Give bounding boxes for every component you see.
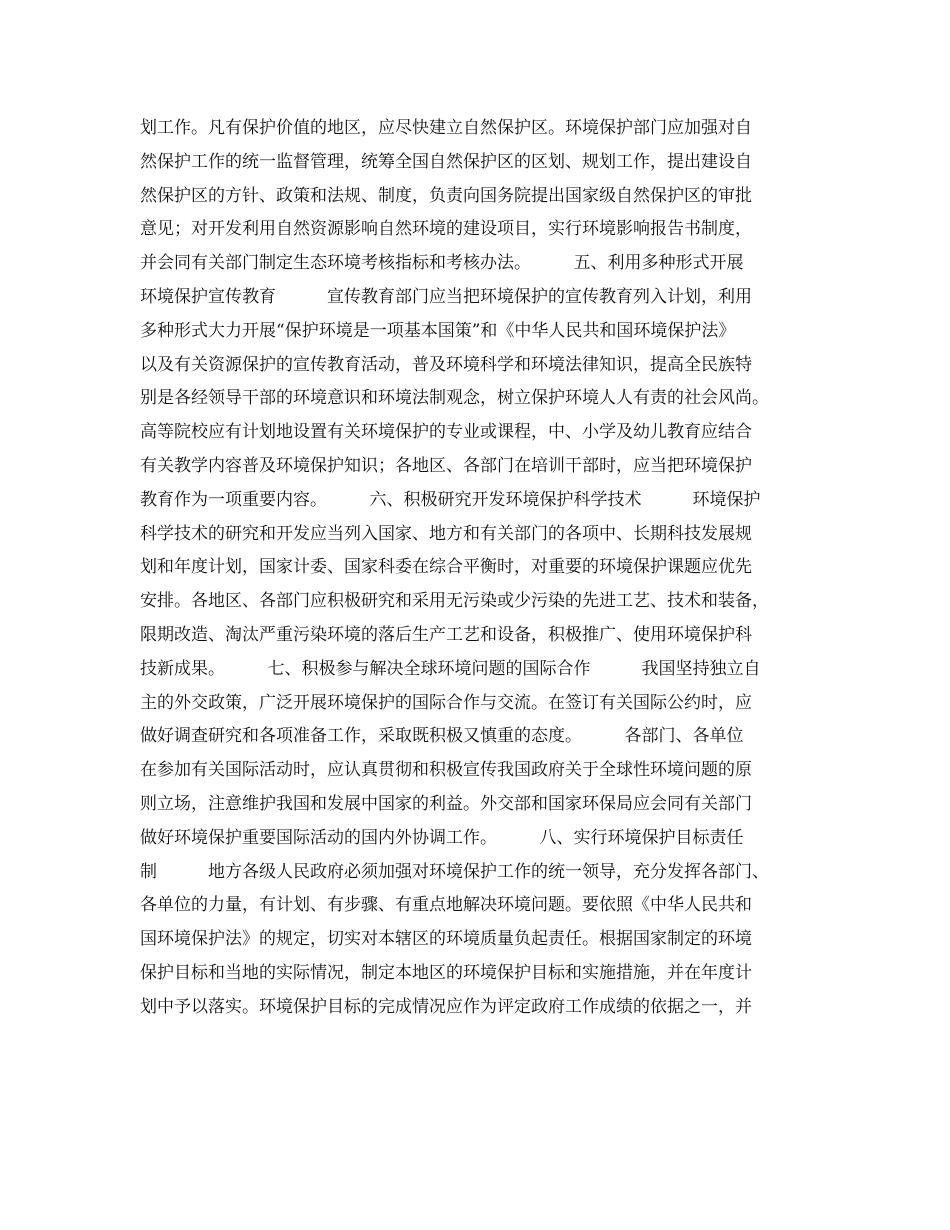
text-line-26: 保护目标和当地的实际情况，制定本地区的环境保护目标和实施措施，并在年度计 bbox=[140, 962, 752, 983]
body-text bbox=[140, 112, 830, 1025]
text-line-4: 意见；对开发利用自然资源影响自然环境的建设项目，实行环境影响报告书制度， bbox=[140, 219, 752, 240]
text-line-3: 然保护区的方针、政策和法规、制度，负责向国务院提出国家级自然保护区的审批 bbox=[140, 185, 752, 206]
text-line-10: 高等院校应有计划地设置有关环境保护的专业或课程，中、小学及幼儿教育应结合 bbox=[140, 422, 752, 443]
text-line-12: 教育作为一项重要内容。 六、积极研究开发环境保护科学技术 环境保护 bbox=[140, 489, 761, 510]
text-line-7: 多种形式大力开展“保护环境是一项基本国策”和《中华人民共和国环境保护法》 bbox=[140, 320, 736, 341]
text-line-15: 安排。各地区、各部门应积极研究和采用无污染或少污染的先进工艺、技术和装备， bbox=[140, 591, 769, 612]
text-line-2: 然保护工作的统一监督管理，统筹全国自然保护区的区划、规划工作，提出建设自 bbox=[140, 151, 752, 172]
text-line-20: 在参加有关国际活动时，应认真贯彻和积极宣传我国政府关于全球性环境问题的原 bbox=[140, 760, 752, 781]
text-line-17: 技新成果。 七、积极参与解决全球环境问题的国际合作 我国坚持独立自 bbox=[140, 658, 761, 679]
text-line-5: 并会同有关部门制定生态环境考核指标和考核办法。 五、利用多种形式开展 bbox=[140, 253, 744, 274]
text-line-24: 各单位的力量，有计划、有步骤、有重点地解决环境问题。要依照《中华人民共和 bbox=[140, 895, 752, 916]
text-line-23: 制 地方各级人民政府必须加强对环境保护工作的统一领导，充分发挥各部门、 bbox=[140, 861, 769, 882]
text-line-21: 则立场，注意维护我国和发展中国家的利益。外交部和国家环保局应会同有关部门 bbox=[140, 793, 752, 814]
text-line-13: 科学技术的研究和开发应当列入国家、地方和有关部门的各项中、长期科技发展规 bbox=[140, 523, 752, 544]
text-line-11: 有关教学内容普及环境保护知识；各地区、各部门在培训干部时，应当把环境保护 bbox=[140, 455, 752, 476]
text-line-25: 国环境保护法》的规定，切实对本辖区的环境质量负起责任。根据国家制定的环境 bbox=[140, 929, 752, 950]
text-line-16: 限期改造、淘汰严重污染环境的落后生产工艺和设备，积极推广、使用环境保护科 bbox=[140, 624, 752, 645]
text-line-22: 做好环境保护重要国际活动的国内外协调工作。 八、实行环境保护目标责任 bbox=[140, 827, 744, 848]
text-line-1: 划工作。凡有保护价值的地区，应尽快建立自然保护区。环境保护部门应加强对自 bbox=[140, 118, 752, 138]
text-line-19: 做好调查研究和各项准备工作，采取既积极又慎重的态度。 各部门、各单位 bbox=[140, 726, 744, 747]
text-line-27: 划中予以落实。环境保护目标的完成情况应作为评定政府工作成绩的依据之一，并 bbox=[140, 996, 752, 1017]
text-line-9: 别是各经领导干部的环境意识和环境法制观念，树立保护环境人人有责的社会风尚。 bbox=[140, 388, 769, 409]
text-line-6: 环境保护宣传教育 宣传教育部门应当把环境保护的宣传教育列入计划，利用 bbox=[140, 286, 752, 307]
text-line-18: 主的外交政策，广泛开展环境保护的国际合作与交流。在签订有关国际公约时，应 bbox=[140, 692, 752, 713]
text-line-14: 划和年度计划，国家计委、国家科委在综合平衡时，对重要的环境保护课题应优先 bbox=[140, 557, 752, 578]
text-line-8: 以及有关资源保护的宣传教育活动，普及环境科学和环境法律知识，提高全民族特 bbox=[140, 354, 752, 375]
